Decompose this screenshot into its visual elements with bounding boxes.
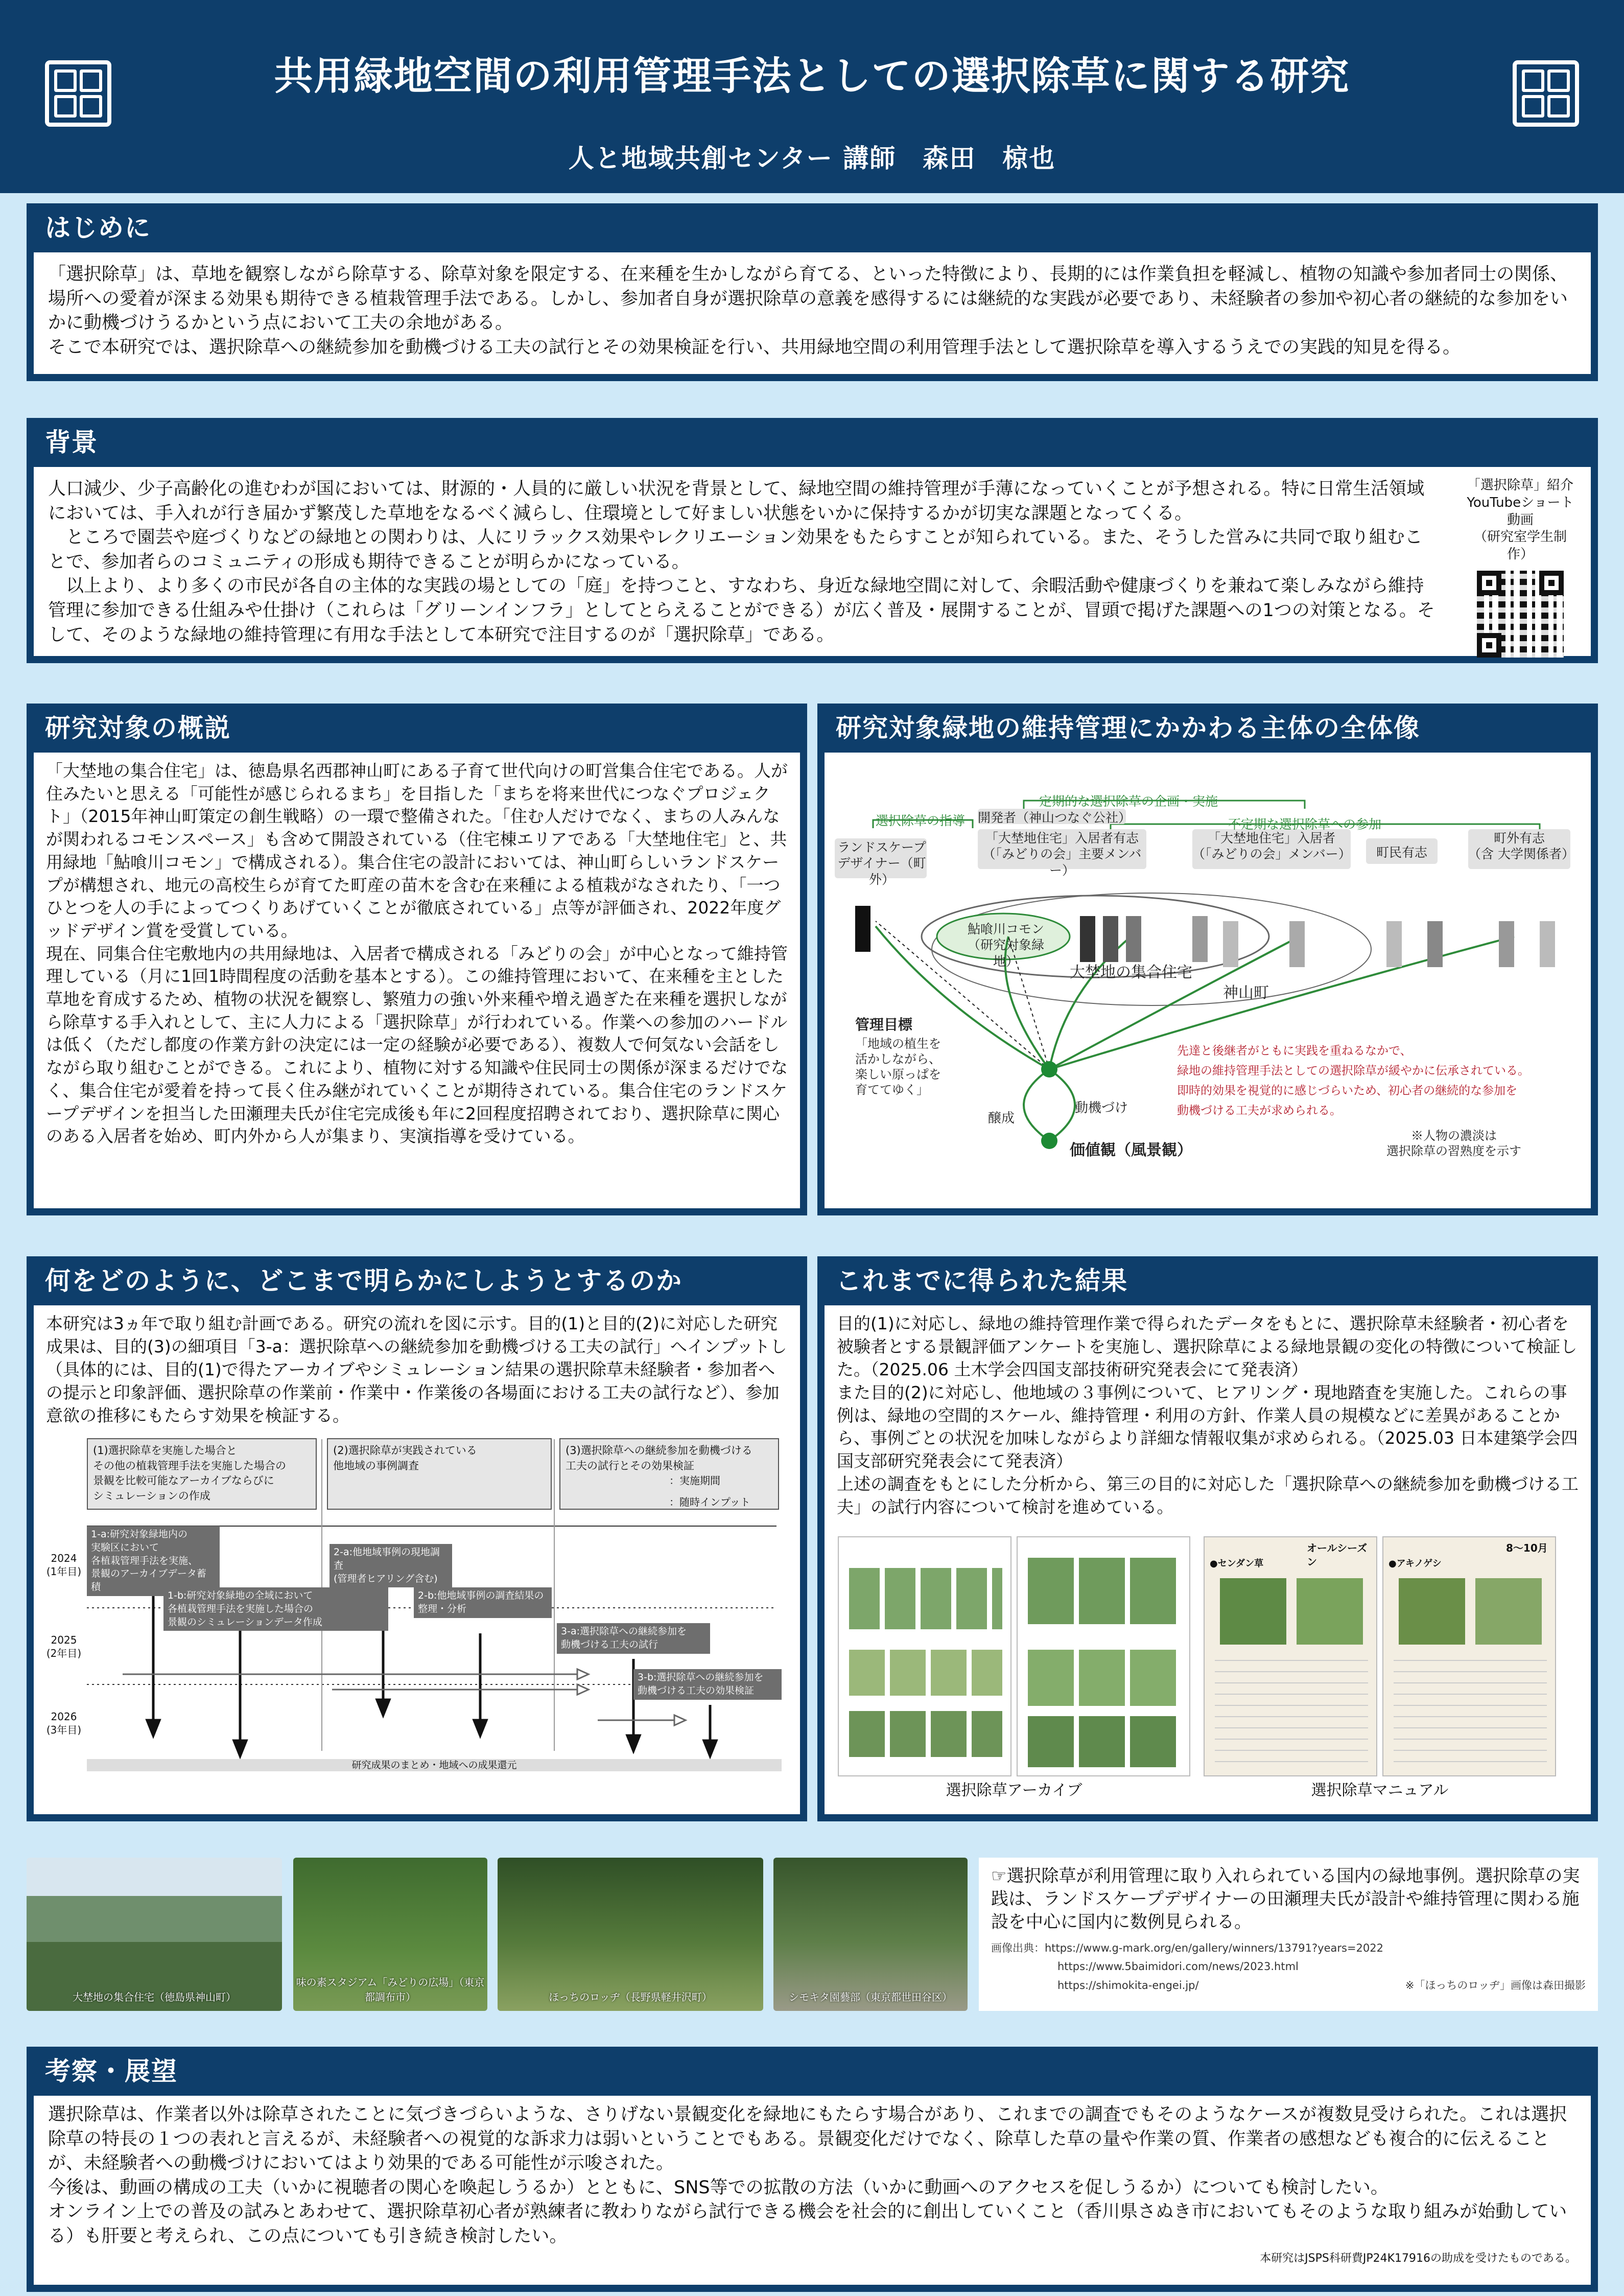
intro-paragraph: そこで本研究では、選択除草への継続参加を動機づける工夫の試行とその効果検証を行い、共用緑地空間の利用管理手法として選択除草を導入するうえでの実践的知見を得る。 — [48, 337, 1461, 358]
funding-note: 本研究はJSPS科研費JP24K17916の助成を受けたものである。 — [1260, 2252, 1576, 2265]
fermentation-label: 醸成 — [988, 1111, 1015, 1126]
note-line: 動機づける工夫が求められる。 — [1177, 1104, 1341, 1118]
image-sources — [991, 1939, 1586, 1995]
manual-month: 8～10月 — [1506, 1542, 1548, 1554]
center-logo-icon — [1513, 60, 1579, 127]
person-icon — [1103, 916, 1118, 962]
objective-1-box: (1)選択除草を実施した場合と その他の植栽管理手法を実施した場合の 景観を比較可能なアーカイブならびに シミュレーションの作成 — [87, 1438, 317, 1510]
actors-diagram — [825, 753, 1591, 1208]
section-heading: 研究対象の概説 — [45, 713, 231, 743]
person-icon — [1223, 921, 1238, 967]
year-2026: 2026 (3年目) — [46, 1711, 82, 1737]
cases-body: 選択除草が利用管理に取り入れられている国内の緑地事例。選択除草の実践は、ランドスケープデザイナーの田瀬理夫氏が設計や維持管理に関わる施設を中心に国内に数例見られる。 — [991, 1866, 1580, 1932]
person-icon — [1499, 921, 1514, 967]
legend-period: ：実施期間 — [669, 1474, 720, 1487]
source-link[interactable]: https://www.5baimidori.com/news/2023.html — [1057, 1960, 1299, 1973]
section-heading: これまでに得られた結果 — [836, 1266, 1128, 1296]
photo-shimokita-engei — [773, 1858, 968, 2011]
task-1a: 1-a:研究対象緑地内の 実験区において 各植栽管理手法を実施、 景観のアーカイブデータ蓄積 — [87, 1526, 220, 1596]
section-background — [27, 418, 1598, 663]
final-outcome-bar: 研究成果のまとめ・地域への成果還元 — [87, 1759, 782, 1771]
plan-paragraph: 本研究は3ヵ年で取り組む計画である。研究の流れを図に示す。目的(1)と目的(2)に対応した研究成果は、目的(3)の細項目「3-a：選択除草への継続参加を動機づける工夫の試行」へインプットし（具体的には、目的(1)で得たアーカイブやシミュレーション結果の選択除草未経験者・参加者への提示と印象評価、選択除草の作業前・作業中・作業後の各場面における工夫の試行など）、参加意欲の推移にもたらす効果を検証する。 — [46, 1314, 787, 1425]
motivation-label: 動機づけ — [1075, 1100, 1128, 1116]
section-heading: 何をどのように、どこまで明らかにしようとするのか — [45, 1266, 682, 1296]
manual-caption: 選択除草マニュアル — [1311, 1782, 1449, 1799]
shade-note: ※人物の濃淡は 選択除草の習熟度を示す — [1386, 1129, 1521, 1158]
photo-credit-note: ※「ほっちのロッヂ」画像は森田撮影 — [1405, 1979, 1586, 1992]
kamiyama-label: 神山町 — [1223, 984, 1269, 1002]
intro-paragraph: 「選択除草」は、草地を観察しながら除草する、除草対象を限定する、在来種を生かしながら育てる、といった特徴により、長期的には作業負担を軽減し、植物の知識や参加者同士の関係、場所への愛着が深まる効果も期待できる植栽管理手法である。しかし、参加者自身が選択除草の意義を感得するには継続的な実践が必要であり、未経験者の参加や初心者の継続的な参加をいかに動機づけうるかという点において工夫の余地がある。 — [48, 264, 1568, 334]
task-2b: 2-b:他地域事例の調査結果の 整理・分析 — [414, 1587, 552, 1618]
background-paragraph: 人口減少、少子高齢化の進むわが国においては、財源的・人員的に厳しい状況を背景として、緑地空間の維持管理が手薄になっていくことが予想される。特に日常生活領域においては、手入れが行き届かず繁茂した草地をなるべく減らし、住環境として好ましい状態をいかに保持するかが切実な課題となってくる。 — [48, 479, 1425, 524]
archive-caption: 選択除草アーカイブ — [946, 1782, 1082, 1799]
manual-season: オールシーズン — [1307, 1542, 1368, 1568]
overview-paragraph: 「大埜地の集合住宅」は、徳島県名西郡神山町にある子育て世代向けの町営集合住宅である。人が住みたいと思える「可能性が感じられるまち」を目指した「まちを将来世代につなぐプロジェクト」（2015年神山町策定の創生戦略）の一環で整備された。「住む人だけでなく、まちの人みんなが関われるコモンスペース」も含めて開設されている（住宅棟エリアである「大埜地住宅」と、共用緑地「鮎喰川コモン」で構成される）。集合住宅の設計においては、神山町らしいランドスケープが構想され、地元の高校生らが育てた町産の苗木を含む在来種による植栽がなされたり、「一つひとつを人の手によってつくりあげていくことが徹底されている」点等が評価され、2022年度グッドデザイン賞を受賞している。 — [46, 761, 788, 941]
qr-caption: 「選択除草」紹介 — [1467, 478, 1573, 493]
task-1b: 1-b:研究対象緑地の全域において 各植栽管理手法を実施した場合の 景観のシミュレーションデータ作成 — [163, 1587, 388, 1631]
photo-caption: 味の素スタジアム「みどりの広場」（東京都調布市） — [296, 1976, 485, 2003]
cases-note — [979, 1858, 1598, 2011]
source-link[interactable]: https://shimokita-engei.jp/ — [1057, 1979, 1199, 1992]
main-residents-label: 「大埜地住宅」入居者有志 （「みどりの会」主要メンバー） — [982, 831, 1142, 878]
manual-page-2 — [1382, 1536, 1556, 1776]
background-paragraph: ところで園芸や庭づくりなどの緑地との関わりは、人にリラックス効果やレクリエーション効果をもたらすことが知られている。また、そうした営みに共同で取り組むことで、参加者らのコミュニティの形成も期待できることが明らかになっている。 — [48, 527, 1423, 572]
values-label: 価値観（風景観） — [1070, 1141, 1192, 1159]
qr-caption: （研究室学生制作） — [1473, 529, 1567, 563]
note-line: 先達と後継者がともに実践を重ねるなかで、 — [1177, 1044, 1412, 1058]
poster-header — [0, 0, 1624, 193]
section-discussion — [27, 2047, 1598, 2292]
town-volunteers-label: 町民有志 — [1376, 845, 1427, 860]
photo-hocchi-lodge — [498, 1858, 763, 2011]
video-qr-block — [1464, 477, 1576, 658]
task-2a: 2-a:他地域事例の現地調査 (管理者ヒアリング含む) — [329, 1544, 452, 1587]
source-label: 画像出典： — [991, 1941, 1045, 1954]
results-paragraph: また目的(2)に対応し、他地域の３事例について、ヒアリング・現地踏査を実施した。これらの事例は、緑地の空間的スケール、維持管理・利用の方針、作業人員の規模などに差異があることから、事例ごとの状況を加味しながらより詳細な情報収集が求められる。（2025.03 日本建築学会四国支部研究発表会にて発表済） — [837, 1382, 1578, 1471]
qr-caption: YouTubeショート動画 — [1467, 495, 1574, 528]
photo-ajinomoto-stadium — [293, 1858, 487, 2011]
cases-text — [991, 1865, 1586, 1934]
manual-plant: ●センダン草 — [1210, 1558, 1264, 1569]
results-paragraph: 目的(1)に対応し、緑地の維持管理作業で得られたデータをもとに、選択除草未経験者・初心者を被験者とする景観評価アンケートを実施し、選択除草による緑地景観の変化の特徴について検証した。（2025.06 土木学会四国支部技術研究発表会にて発表済） — [837, 1314, 1578, 1379]
overview-paragraph: 現在、同集合住宅敷地内の共用緑地は、入居者で構成される「みどりの会」が中心となって維持管理している（月に1回1時間程度の活動を基本とする）。この維持管理において、在来種を主とした草地を育成するため、植物の状況を観察し、繁殖力の強い外来種や増え過ぎた在来種を選択しながら除草する手入れとして、主に人力による「選択除草」が行われている。作業への参加のハードルは低く（ただし都度の作業方針の決定には一定の経験が必要である）、複数人で何気ない会話をしながら取り組むことができる。これにより、植物に対する知識や住民同士の関係が深まるだけでなく、集合住宅が愛着を持って長く住み継がれていくことが期待されている。集合住宅のランドスケープデザインを担当した田瀬理夫氏が住宅完成後も年に2回程度招聘されており、選択除草に関心のある入居者を始め、町内外から人が集まり、実演指導を受けている。 — [46, 943, 788, 1146]
person-icon — [1192, 916, 1208, 962]
person-icon — [855, 906, 870, 952]
discussion-paragraph: 今後は、動画の構成の工夫（いかに視聴者の関心を喚起しうるか）とともに、SNS等での拡散の方法（いかに動画へのアクセスを促しうるか）についても検討したい。 — [48, 2177, 1388, 2198]
residents-label: 「大埜地住宅」入居者 （「みどりの会」メンバー） — [1192, 831, 1351, 862]
developer-label: 開発者（神山つなぐ公社） — [978, 810, 1132, 825]
section-results — [817, 1256, 1598, 1821]
qr-code-icon[interactable] — [1477, 571, 1564, 658]
section-heading: はじめに — [45, 213, 151, 243]
guidance-label: 選択除草の指導 — [876, 813, 966, 828]
outside-volunteers-label: 町外有志 （含 大学関係者） — [1468, 831, 1574, 862]
section-heading: 考察・展望 — [45, 2056, 178, 2086]
section-intro — [27, 203, 1598, 381]
task-3a: 3-a:選択除草への継続参加を 動機づける工夫の試行 — [557, 1623, 710, 1653]
section-heading: 研究対象緑地の維持管理にかかわる主体の全体像 — [836, 713, 1420, 743]
archive-page-2 — [1017, 1536, 1190, 1776]
manual-plant: ●アキノゲシ — [1388, 1558, 1442, 1569]
photo-onji-housing — [27, 1858, 282, 2011]
manual-page-1 — [1204, 1536, 1377, 1776]
year-2025: 2025 (2年目) — [46, 1634, 82, 1660]
photo-caption: ほっちのロッヂ（長野県軽井沢町） — [549, 1991, 712, 2003]
year-2024: 2024 (1年目) — [46, 1552, 82, 1578]
results-paragraph: 上述の調査をもとにした分析から、第三の目的に対応した「選択除草への継続参加を動機づける工夫」の試行内容について検討を進めている。 — [837, 1474, 1579, 1517]
person-icon — [1540, 921, 1555, 967]
section-plan — [27, 1256, 807, 1821]
discussion-paragraph: 選択除草は、作業者以外は除草されたことに気づきづらいような、さりげない景観変化を緑地にもたらす場合があり、これまでの調査でもそのようなケースが複数見受けられた。これは選択除草の特長の１つの表れと言えるが、未経験者への視覚的な訴求力は弱いということでもある。景観変化だけでなく、除草した草の量や作業の質、作業者の感想なども複合的に伝えることが、未経験者への動機づけにおいてはより効果的である可能性が示唆された。 — [48, 2104, 1567, 2174]
goal-title: 管理目標 — [855, 1016, 913, 1033]
photo-caption: 大埜地の集合住宅（徳島県神山町） — [73, 1991, 236, 2003]
note-line: 即時的効果を視覚的に感じづらいため、初心者の継続的な参加を — [1177, 1084, 1518, 1098]
person-icon — [1126, 916, 1141, 962]
section-heading: 背景 — [45, 428, 98, 457]
common-green-label: 鮎喰川コモン （研究対象緑地） — [967, 922, 1044, 969]
objective-3-box: (3)選択除草への継続参加を動機づける 工夫の試行とその効果検証 — [559, 1438, 779, 1510]
pointing-hand-icon: ☞ — [991, 1866, 1007, 1886]
task-3b: 3-b:選択除草への継続参加を 動機づける工夫の効果検証 — [633, 1669, 782, 1699]
research-flow-diagram — [46, 1434, 788, 1771]
legend-input: ：随時インプット — [669, 1496, 750, 1509]
poster-author: 人と地域共創センター 講師 森田 椋也 — [568, 144, 1056, 173]
archive-page-1 — [838, 1536, 1011, 1776]
person-icon — [1386, 921, 1402, 967]
transmission-note — [1177, 1041, 1529, 1121]
photo-caption: シモキタ園藝部（東京都世田谷区） — [789, 1991, 952, 2003]
irregular-weeding-label: 不定期な選択除草への参加 — [1228, 817, 1382, 832]
goal-text: 「地域の植生を 活かしながら、 楽しい原っぱを 育ててゆく」 — [855, 1037, 941, 1097]
note-line: 緑地の維持管理手法としての選択除草が緩やかに伝承されている。 — [1177, 1064, 1529, 1078]
housing-label: 大埜地の集合住宅 — [1070, 964, 1192, 981]
objective-2-box: (2)選択除草が実践されている 他地域の事例調査 — [327, 1438, 552, 1510]
regular-weeding-label: 定期的な選択除草の企画・実施 — [1039, 794, 1218, 809]
discussion-paragraph: オンライン上での普及の試みとあわせて、選択除草初心者が熟練者に教わりながら試行できる機会を社会的に創出していくこと（香川県さぬき市においてもそのような取り組みが始動している）も肝要と考えられ、この点についても引き続き検討したい。 — [48, 2201, 1567, 2246]
designer-label: ランドスケープ デザイナー（町外） — [837, 840, 926, 887]
person-icon — [1289, 921, 1305, 967]
person-icon — [1080, 916, 1095, 962]
section-overview — [27, 704, 807, 1215]
source-link[interactable]: https://www.g-mark.org/en/gallery/winners/13791?years=2022 — [1045, 1941, 1383, 1954]
section-actors — [817, 704, 1598, 1215]
person-icon — [1427, 921, 1443, 967]
background-paragraph: 以上より、より多くの市民が各自の主体的な実践の場としての「庭」を持つこと、すなわち、身近な緑地空間に対して、余暇活動や健康づくりを兼ねて楽しみながら維持管理に参加できる仕組みや仕掛け（これらは「グリーンインフラ」としてとらえることができる）が広く普及・展開することが、冒頭で掲げた課題への1つの対策となる。そして、そのような緑地の維持管理に有用な手法として本研究で注目するのが「選択除草」である。 — [48, 576, 1435, 645]
poster-title: 共用緑地空間の利用管理手法としての選択除草に関する研究 — [274, 53, 1350, 99]
